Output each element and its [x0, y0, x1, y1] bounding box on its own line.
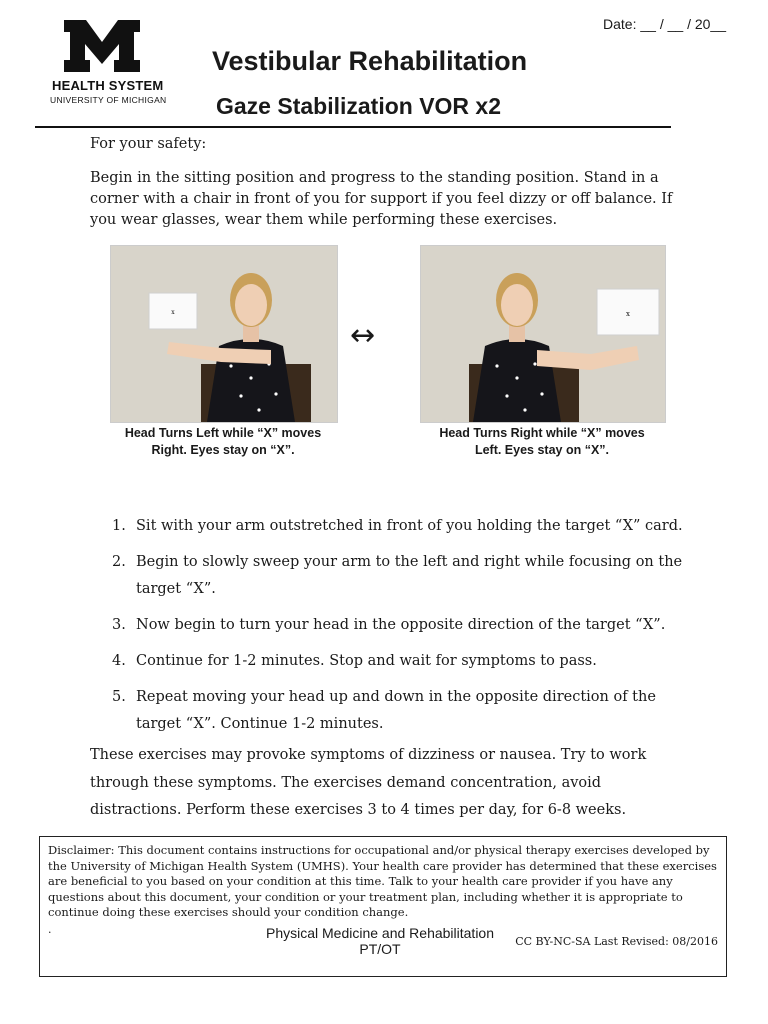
list-item	[108, 648, 698, 675]
disclaimer-text: Disclaimer: This document contains instructions for occupational and/or physical therapy exercises developed by the University of Michigan Health System (UMHS). Your health care provider has determined that these exercises are beneficial to you based on your condition at this time. Talk to your health care provider if you have any questions about this document, your condition or your treatment plan, including whether it is appropriate to continue doing these exercises should your condition change.	[48, 843, 717, 919]
logo-health-system: HEALTH SYSTEM	[52, 78, 164, 93]
caption-right-line-1: Head Turns Right while “X” moves	[439, 426, 645, 440]
step-text: Begin to slowly sweep your arm to the left and right while focusing on the target “X”.	[136, 554, 683, 597]
list-item	[108, 684, 698, 738]
right-card-mark: x	[626, 310, 630, 318]
step-number: 5.	[112, 689, 126, 705]
step-text: Continue for 1-2 minutes. Stop and wait for symptoms to pass.	[136, 653, 597, 669]
license-revision: CC BY-NC-SA Last Revised: 08/2016	[515, 935, 718, 948]
photo-head-turn-left	[110, 245, 338, 423]
department-line-2: PT/OT	[359, 941, 401, 957]
step-text: Repeat moving your head up and down in the opposite direction of the target “X”. Continue 1-2 minutes.	[136, 689, 656, 732]
logo-university: UNIVERSITY OF MICHIGAN	[50, 95, 167, 105]
page-title: Vestibular Rehabilitation	[212, 46, 528, 76]
caption-right-line-2: Left. Eyes stay on “X”.	[474, 443, 610, 457]
safety-text: Begin in the sitting position and progress to the standing position. Stand in a corner with a chair in front of you for support if you feel dizzy or off balance. If you wear glasses, wear them while performing these exercises.	[90, 170, 673, 228]
list-item	[108, 612, 698, 639]
caption-left	[110, 425, 336, 459]
closing-paragraph: These exercises may provoke symptoms of dizziness or nausea. Try to work through these symptoms. The exercises demand concentration, avoid distractions. Perform these exercises 3 to 4 times per day, for 6-8 weeks.	[90, 747, 647, 818]
umhs-logo	[44, 18, 167, 108]
date-field: Date: __ / __ / 20__	[603, 16, 726, 32]
arrow-icon: ↔	[350, 318, 376, 353]
left-card-mark: x	[171, 309, 175, 316]
block-m-icon	[64, 20, 140, 72]
caption-left-line-2: Right. Eyes stay on “X”.	[151, 443, 295, 457]
step-text: Sit with your arm outstretched in front of you holding the target “X” card.	[136, 518, 683, 534]
caption-left-line-1: Head Turns Left while “X” moves	[124, 426, 322, 440]
list-item	[108, 549, 698, 603]
step-number: 2.	[112, 554, 126, 570]
step-number: 1.	[112, 518, 126, 534]
department	[250, 925, 510, 957]
list-item	[108, 513, 698, 540]
department-line-1: Physical Medicine and Rehabilitation	[265, 925, 495, 941]
header-divider	[35, 126, 671, 128]
step-text: Now begin to turn your head in the opposite direction of the target “X”.	[136, 617, 666, 633]
photo-head-turn-right	[420, 245, 666, 423]
step-number: 3.	[112, 617, 126, 633]
disclaimer-box	[39, 836, 727, 977]
page-subtitle: Gaze Stabilization VOR x2	[216, 93, 502, 119]
instruction-list	[108, 513, 698, 747]
caption-right	[420, 425, 664, 459]
disclaimer-dot: .	[48, 923, 52, 936]
safety-heading: For your safety:	[90, 136, 207, 152]
step-number: 4.	[112, 653, 126, 669]
